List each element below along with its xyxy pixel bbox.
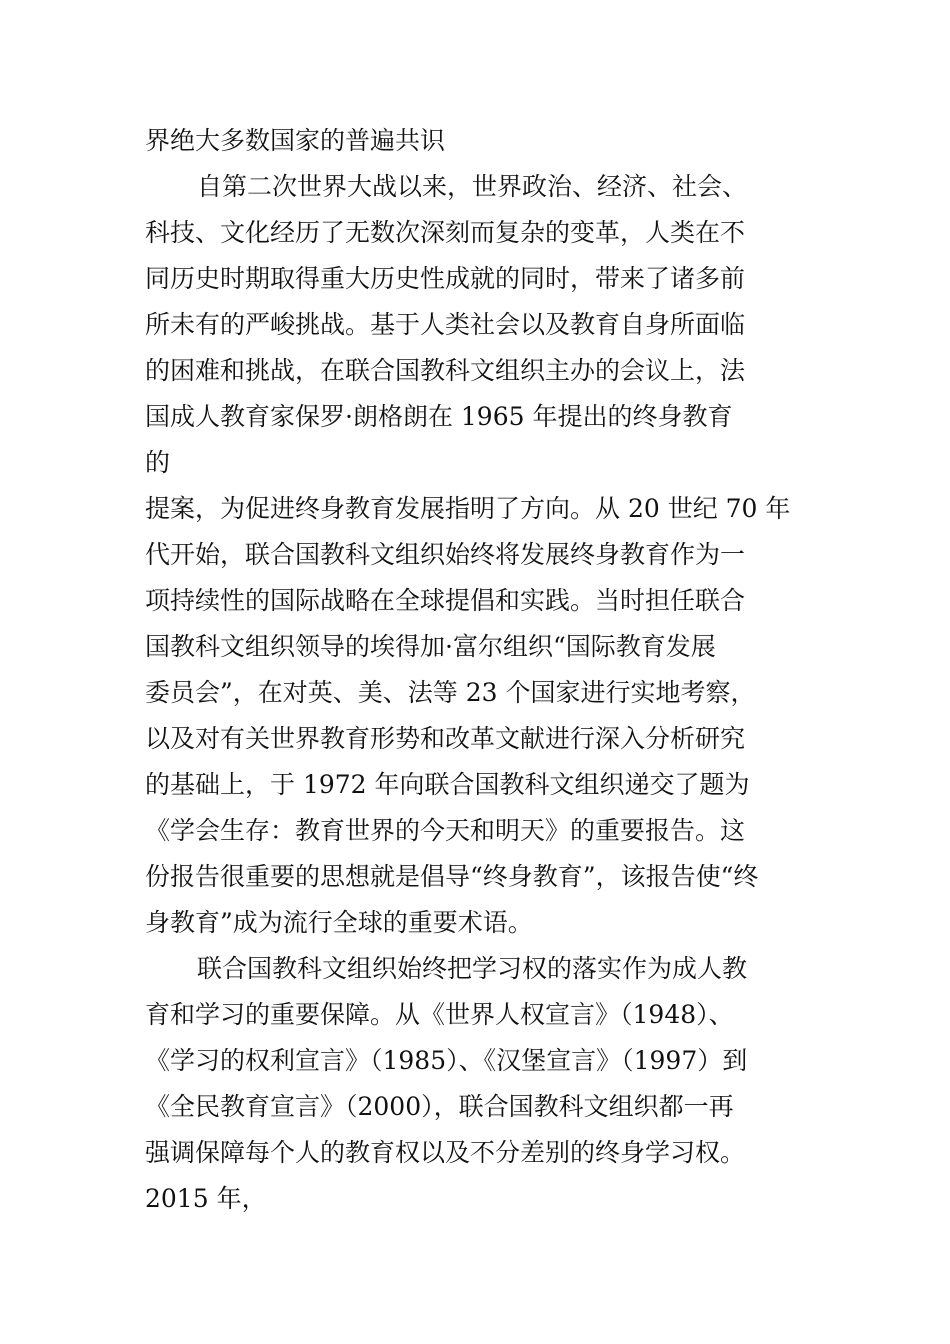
text-line: 代开始，联合国教科文组织始终将发展终身教育作为一 [145,540,746,569]
text-line: 《学会生存：教育世界的今天和明天》的重要报告。这 [145,816,746,845]
text-line: 身教育”成为流行全球的重要术语。 [145,908,533,937]
text-line: 的困难和挑战，在联合国教科文组织主办的会议上，法 [145,356,746,385]
text-line: 以及对有关世界教育形势和改革文献进行深入分析研究 [145,724,746,753]
text-line: 自第二次世界大战以来，世界政治、经济、社会、 [197,172,748,201]
text-line: 强调保障每个人的教育权以及不分差别的终身学习权。 [145,1138,746,1167]
text-line: 界绝大多数国家的普遍共识 [145,126,446,155]
text-line: 《全民教育宣言》（2000），联合国教科文组织都一再 [145,1092,734,1121]
text-line: 委员会”，在对英、美、法等 23 个国家进行实地考察， [145,678,756,707]
text-line: 育和学习的重要保障。从《世界人权宣言》（1948）、 [145,1000,734,1029]
body-text [145,118,815,1222]
text-line: 份报告很重要的思想就是倡导“终身教育”，该报告使“终 [145,862,759,891]
text-line: 2015 年， [145,1184,267,1213]
text-line: 的 [145,448,171,477]
text-line: 提案，为促进终身教育发展指明了方向。从 20 世纪 70 年 [145,494,791,523]
text-line: 联合国教科文组织始终把学习权的落实作为成人教 [197,954,748,983]
text-line: 所未有的严峻挑战。基于人类社会以及教育自身所面临 [145,310,746,339]
text-line: 国成人教育家保罗·朗格朗在 1965 年提出的终身教育 [145,402,733,431]
text-line: 科技、文化经历了无数次深刻而复杂的变革，人类在不 [145,218,746,247]
text-line: 国教科文组织领导的埃得加·富尔组织“国际教育发展 [145,632,716,661]
text-line: 《学习的权利宣言》（1985）、《汉堡宣言》（1997）到 [145,1046,748,1075]
text-line: 项持续性的国际战略在全球提倡和实践。当时担任联合 [145,586,746,615]
text-line: 同历史时期取得重大历史性成就的同时，带来了诸多前 [145,264,746,293]
text-line: 的基础上，于 1972 年向联合国教科文组织递交了题为 [145,770,750,799]
